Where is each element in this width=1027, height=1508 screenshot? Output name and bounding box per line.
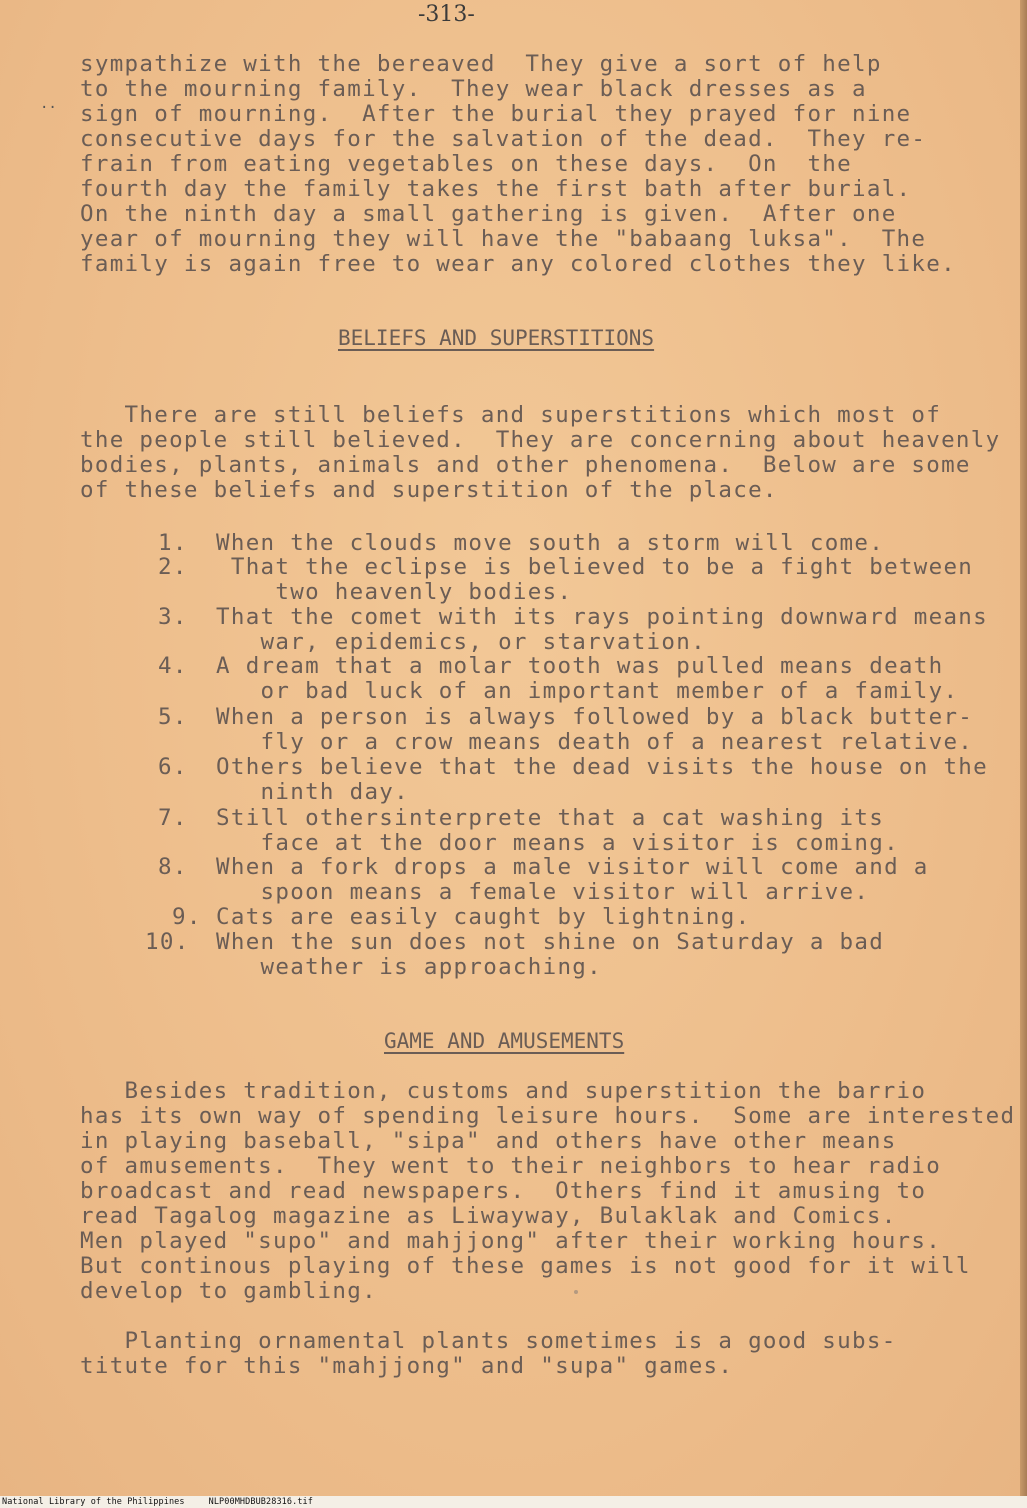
text-line: in playing baseball, "sipa" and others have other means (80, 1128, 897, 1154)
scan-footer (2, 1497, 313, 1507)
text-line: But continous playing of these games is not good for it will (80, 1253, 971, 1279)
margin-mark: .. (40, 96, 57, 112)
text-line: to the mourning family. They wear black dresses as a (80, 76, 867, 102)
text-line: Planting ornamental plants sometimes is a good subs- (80, 1328, 897, 1354)
list-number: 8. (158, 854, 188, 880)
text-line: of amusements. They went to their neighbors to hear radio (80, 1153, 942, 1179)
page-edge (1020, 0, 1027, 1508)
text-line: On the ninth day a small gathering is given. After one (80, 201, 897, 227)
text-line: titute for this "mahjjong" and "supa" games. (80, 1353, 734, 1379)
text-line: bodies, plants, animals and other phenomena. Below are some (80, 452, 971, 478)
text-line: has its own way of spending leisure hours. Some are interested (80, 1103, 1016, 1129)
list-number: 6. (158, 754, 188, 780)
list-item-text: That the comet with its rays pointing downward means (216, 604, 988, 630)
list-number: 10. (145, 929, 190, 955)
list-number: 9. (172, 904, 202, 930)
list-item-text: When the sun does not shine on Saturday a bad (216, 929, 885, 955)
list-item-text: Others believe that the dead visits the house on the (216, 754, 988, 780)
text-line: fourth day the family takes the first bath after burial. (80, 176, 912, 202)
text-line: There are still beliefs and superstitions which most of (80, 402, 942, 428)
list-item-text: two heavenly bodies. (216, 579, 573, 605)
text-line: broadcast and read newspapers. Others find it amusing to (80, 1178, 927, 1204)
list-item-text: fly or a crow means death of a nearest relative. (216, 729, 974, 755)
file-name: NLP00MHDBUB28316.tif (208, 1497, 313, 1507)
text-line: family is again free to wear any colored clothes they like. (80, 251, 956, 277)
list-item-text: Cats are easily caught by lightning. (216, 904, 751, 930)
list-number: 2. (158, 554, 188, 580)
list-item-text: When a person is always followed by a black butter- (216, 704, 974, 730)
text-line: the people still believed. They are concerning about heavenly (80, 427, 1001, 453)
list-item-text: A dream that a molar tooth was pulled means death (216, 653, 944, 679)
list-item-text: weather is approaching. (216, 954, 602, 980)
list-number: 1. (158, 530, 188, 556)
section-heading-games: GAME AND AMUSEMENTS (384, 1029, 625, 1053)
list-item-text: That the eclipse is believed to be a fight between (216, 554, 974, 580)
list-number: 5. (158, 704, 188, 730)
ink-speck (574, 1290, 578, 1294)
list-item-text: spoon means a female visitor will arrive. (216, 879, 870, 905)
list-item-text: or bad luck of an important member of a family. (216, 678, 959, 704)
text-line: develop to gambling. (80, 1278, 377, 1304)
text-line: year of mourning they will have the "babaang luksa". The (80, 226, 927, 252)
text-line: frain from eating vegetables on these days. On the (80, 151, 852, 177)
page-number: -313- (418, 2, 475, 27)
list-number: 3. (158, 604, 188, 630)
text-line: of these beliefs and superstition of the place. (80, 477, 778, 503)
list-number: 4. (158, 653, 188, 679)
library-name: National Library of the Philippines (2, 1497, 185, 1507)
text-line: sympathize with the bereaved They give a sort of help (80, 51, 882, 77)
text-line: Men played "supo" and mahjjong" after their working hours. (80, 1228, 942, 1254)
list-item-text: Still othersinterprete that a cat washing its (216, 805, 885, 831)
list-item-text: When the clouds move south a storm will come. (216, 530, 885, 556)
list-item-text: When a fork drops a male visitor will come and a (216, 854, 929, 880)
text-line: read Tagalog magazine as Liwayway, Bulaklak and Comics. (80, 1203, 897, 1229)
list-item-text: war, epidemics, or starvation. (216, 629, 706, 655)
list-item-text: ninth day. (216, 779, 409, 805)
text-line: sign of mourning. After the burial they prayed for nine (80, 101, 912, 127)
list-number: 7. (158, 805, 188, 831)
text-line: Besides tradition, customs and superstition the barrio (80, 1078, 927, 1104)
section-heading-beliefs: BELIEFS AND SUPERSTITIONS (338, 326, 655, 350)
list-item-text: face at the door means a visitor is coming. (216, 830, 899, 856)
text-line: consecutive days for the salvation of the dead. They re- (80, 126, 927, 152)
